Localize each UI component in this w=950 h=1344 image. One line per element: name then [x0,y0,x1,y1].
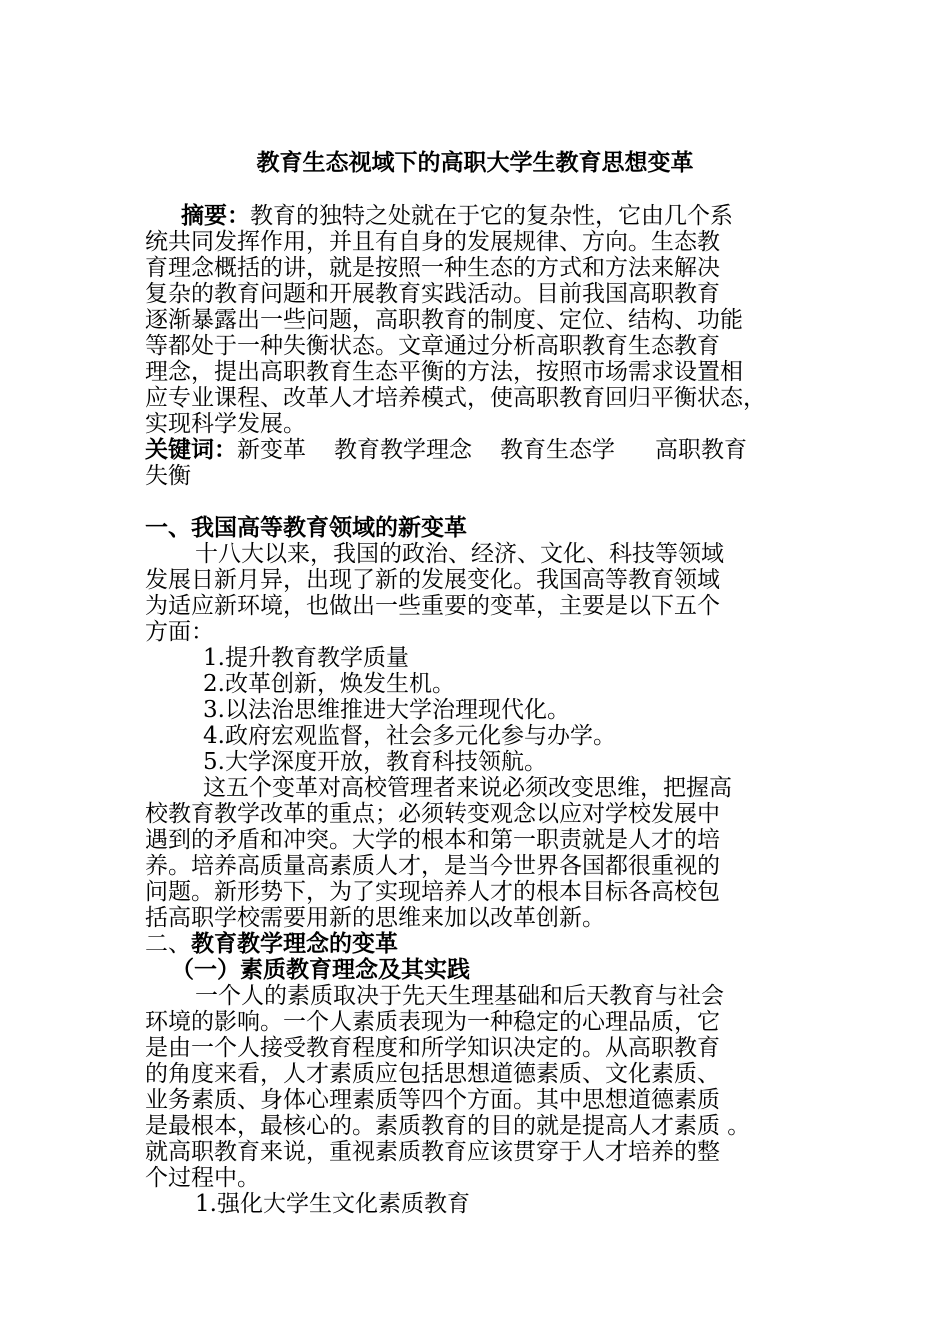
paragraph-line: 个过程中。 [145,1165,260,1191]
paragraph-line: 方面： [145,619,214,645]
abstract-label: 摘要： [181,203,250,229]
keyword: 新变革 [237,437,306,463]
abstract-line: 统共同发挥作用，并且有自身的发展规律、方向。生态教 [145,229,720,255]
keyword: 失衡 [145,463,191,489]
keywords-line [145,463,810,489]
paragraph-line: 括高职学校需要用新的思维来加以改革创新。 [145,905,605,931]
list-item: 1.强化大学生文化素质教育 [195,1191,470,1217]
paragraph-line: 就高职教育来说，重视素质教育应该贯穿于人才培养的整 [145,1139,720,1165]
paragraph-line: 十八大以来，我国的政治、经济、文化、科技等领域 [195,541,724,567]
abstract [145,203,810,437]
list-item: 4.政府宏观监督，社会多元化参与办学。 [203,723,616,749]
paragraph-line: 这五个变革对高校管理者来说必须改变思维，把握高 [203,775,732,801]
abstract-line: 摘要：教育的独特之处就在于它的复杂性，它由几个系 [181,203,733,229]
paragraph-line: 为适应新环境，也做出一些重要的变革，主要是以下五个 [145,593,720,619]
section-heading: 二、教育教学理念的变革 [145,931,398,957]
keywords-line [145,437,810,463]
abstract-line: 理念，提出高职教育生态平衡的方法，按照市场需求设置相 [145,359,743,385]
paragraph-line: 遇到的矛盾和冲突。大学的根本和第一职责就是人才的培 [145,827,720,853]
list-item: 2.改革创新，焕发生机。 [203,671,455,697]
subsection-heading: （一）素质教育理念及其实践 [171,957,470,983]
keywords [145,437,810,489]
abstract-line: 育理念概括的讲，就是按照一种生态的方式和方法来解决 [145,255,720,281]
keyword: 教育教学理念 [334,437,472,463]
list-item: 5.大学深度开放，教育科技领航。 [203,749,547,775]
abstract-line: 复杂的教育问题和开展教育实践活动。目前我国高职教育 [145,281,720,307]
abstract-line: 等都处于一种失衡状态。文章通过分析高职教育生态教育 [145,333,720,359]
list-item: 1.提升教育教学质量 [203,645,409,671]
paragraph-line: 养。培养高质量高素质人才，是当今世界各国都很重视的 [145,853,720,879]
paragraph-line: 环境的影响。一个人素质表现为一种稳定的心理品质，它 [145,1009,720,1035]
keyword: 教育生态学 [500,437,615,463]
abstract-line: 逐渐暴露出一些问题，高职教育的制度、定位、结构、功能 [145,307,743,333]
section-2 [145,931,810,1217]
paragraph-line: 是最根本，最核心的。素质教育的目的就是提高人才素质 。 [145,1113,751,1139]
abstract-line: 实现科学发展。 [145,411,306,437]
document-title: 教育生态视域下的高职大学生教育思想变革 [256,150,694,176]
keyword: 高职教育 [655,437,747,463]
keywords-label: 关键词： [145,437,237,463]
abstract-line: 应专业课程、改革人才培养模式，使高职教育回归平衡状态， [145,385,766,411]
section-heading: 一、我国高等教育领域的新变革 [145,515,467,541]
paragraph-line: 业务素质、身体心理素质等四个方面。其中思想道德素质 [145,1087,720,1113]
paragraph-line: 校教育教学改革的重点；必须转变观念以应对学校发展中 [145,801,720,827]
paragraph-line: 发展日新月异，出现了新的发展变化。我国高等教育领域 [145,567,720,593]
paragraph-line: 问题。新形势下，为了实现培养人才的根本目标各高校包 [145,879,720,905]
paragraph-line: 一个人的素质取决于先天生理基础和后天教育与社会 [195,983,724,1009]
list-item: 3.以法治思维推进大学治理现代化。 [203,697,570,723]
section-1 [145,515,810,931]
paragraph-line: 是由一个人接受教育程度和所学知识决定的。从高职教育 [145,1035,720,1061]
paragraph-line: 的角度来看，人才素质应包括思想道德素质、文化素质、 [145,1061,720,1087]
